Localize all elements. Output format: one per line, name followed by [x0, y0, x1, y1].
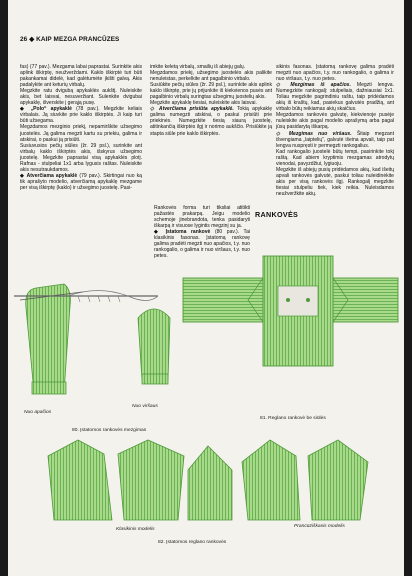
paragraph: Megzkite apykaklę tiesiai, nuleiskite akis laisvai. — [150, 100, 257, 107]
paragraph: Kad rankogalio juostelė būtų tempi, pasirinkite tokį raštą. Kad abiem kryptimis mezgamas atrodytų vienodai, pavyzdžiui, lygiuoju. — [276, 148, 394, 167]
paragraph-text: Megzti lengva. Numegzkite rankogalį: stulpeliais, dažniausiai 1x1. Toliau megzkite pagrindiniu raštu, taip pridėdamos akių iš kraštų, kad, pasiekus galvutės pradžią, ant virbalo būtų reikiamas akių skaičius. — [276, 82, 395, 113]
subheading: ◇ Atverčiama prisiūta apykaklė. — [150, 106, 234, 113]
paragraph: Rankovės forma turi tiksliai atitikti pažastės prakarpą. Jeigu modelio schemoje jinebrandota, tenka pasidaryti iškarpą ir visuose lygintis megzinį su ja. — [154, 205, 250, 230]
paragraph-text: (79 pav.). Skirtingai nuo ką tik aprašyto modelio, atverčiamą apykaklę mezgame per visą iškirptę (kaklo) ir užsegimo juostelę. Pasi- — [20, 172, 142, 191]
classic-raglan-drawing — [48, 440, 232, 520]
subheading: ◆ „Polo“ apykaklė — [20, 106, 72, 113]
paragraph: Megzdamos priekį, užsegimo juostelės akis palikite nenuleistas, perkelkite ant pagalbinio virbalo. — [150, 70, 272, 83]
figure-caption: 80. Įstatomos rankovės mezgimas — [72, 428, 147, 433]
paragraph: Megzdamos rankovės galvutę, kiekvienoje pusėje nuleiskite akis pagal modelio aprašymą arba pagal jūsų pasidarytą iškarpą. — [276, 112, 394, 131]
paragraph: imkite keletą virbalų, smailių iš abiejų galų. — [150, 64, 246, 70]
paragraph-text: (78 pav.). Megzkite keliais virbalais. Ją siuvkite prie kaklo iškirptės. Ji kaip turi būti užsegama. — [20, 106, 143, 125]
page-number: 26 — [20, 36, 28, 43]
paragraph-text: Šitaip megzant išvengiama „laiptelių“, galvutė išeina apvali, taip pat lengva nuspręsti ir permegzti rankogalius. — [276, 130, 394, 149]
raglan-sleeve-diagram — [183, 256, 398, 366]
paragraph: Susiuvusios pečių siūles (žr. 29 psl.), surinkite ant virbalų kaklo iškirptės akis, išskyrus užsegimo juostelę. Megzkite paprastai visą apykaklės plotį. Rafnas - stulpeliai 1x1 arba lygusis raštas. Nuleiskite akis nesutraukdamos. — [20, 142, 142, 173]
subheading: ◇ Mezgimas iš apačios. — [276, 82, 351, 89]
subheading: ◆ Įstatoma rankovė — [154, 229, 211, 236]
paragraph: Megzkite ratu dvigubą apykaklės aukštį. Nuleiskite akis, bet laisvai, nesuveržiant. Sulenkite dvigubai apykaklę, išverskite į gerąją pusę. — [20, 88, 142, 107]
figure-caption: 81. Reglano rankovė be siūlės — [260, 416, 326, 421]
paragraph: sikinis fasonas. Įstatomą rankovę galima pradėti megzti nuo apačios, t.y. nuo rankogalio, o galima ir nuo viršaus, t.y. nuo petes. — [276, 64, 394, 83]
subheading: ◆ Atverčiama apykaklė — [20, 172, 78, 179]
section-title: RANKOVĖS — [255, 210, 299, 219]
paragraph: Susiūkite pečių siūles (žr. 29 psl.), surinkite akis aplink kaklo iškirptę, prie jų prijunkite iš kiekvienos pusės ant pagalbinio virbalų suringtas užsegimų juostelių akis. — [150, 82, 272, 101]
paragraph: Megzkite iš abiejų pusių pridėdamos akių, kad išeitų apvali rankovės galvutė, paskui toliau nuleidinėkite akis per visą rankovės ilgį. Rankogalį megzkite tiesiai stulpeliu tiek, kiek reikia. Nuleisdamos neužveržkite akių. — [276, 166, 394, 197]
subheading: ◇ Mezgimas nuo viršaus. — [276, 130, 352, 137]
sleeve-from-bottom-drawing — [18, 284, 82, 394]
caption: Nuo viršaus — [132, 404, 158, 409]
illustrations — [8, 0, 404, 576]
magazine-page — [8, 0, 404, 576]
paragraph-text: (80 pav.). Tai klasikinis fasonas. Įstatomą rankovę galima pradėti megzti nuo apačios, t.y. nuo rankogalio, o galima ir nuo viršaus, t.y. nuo petes. — [154, 229, 250, 260]
figure-caption: 82. Įstatomos reglano rankovės — [158, 540, 227, 545]
caption: Klasikinis modelis — [116, 527, 155, 532]
header-diamond-icon: ◆ — [29, 36, 35, 43]
magazine-title: KAIP MEZGA PRANCŪZES — [36, 36, 120, 43]
caption: Prancūziškasis modelis — [294, 524, 345, 529]
french-raglan-drawing — [242, 440, 368, 520]
paragraph-text: Tokią apykaklę galima numegzti atskirai, o paskui prisiūti prie priekinės. Numegzkite tiesią siaurą juostelę, atitinkančią iškirptės ilgį ir norimo aukščio. Prisiūkite ją stapta siūle prie kaklo iškirptės. — [150, 106, 273, 137]
paragraph: fas) (77 pav.). Mezgama labai paprastai. Surinkite akis aplink iškirptę, neužverždami. Kaklo iškirptė turi būti pakankamai didelė, kad galėtumėte įkišti galvą. Akis padalykite ant keturių virbalų. — [20, 64, 142, 89]
paragraph: Megzdamos mezginio priekį, nepamirškite užsegimo juostelės. Ją galima megzti kartu su priekiu, galima ir atskirai, o paskui ją prisiūti. — [20, 124, 142, 143]
sleeve-from-top-drawing — [138, 309, 170, 384]
caption: Nuo apačios — [24, 410, 52, 415]
